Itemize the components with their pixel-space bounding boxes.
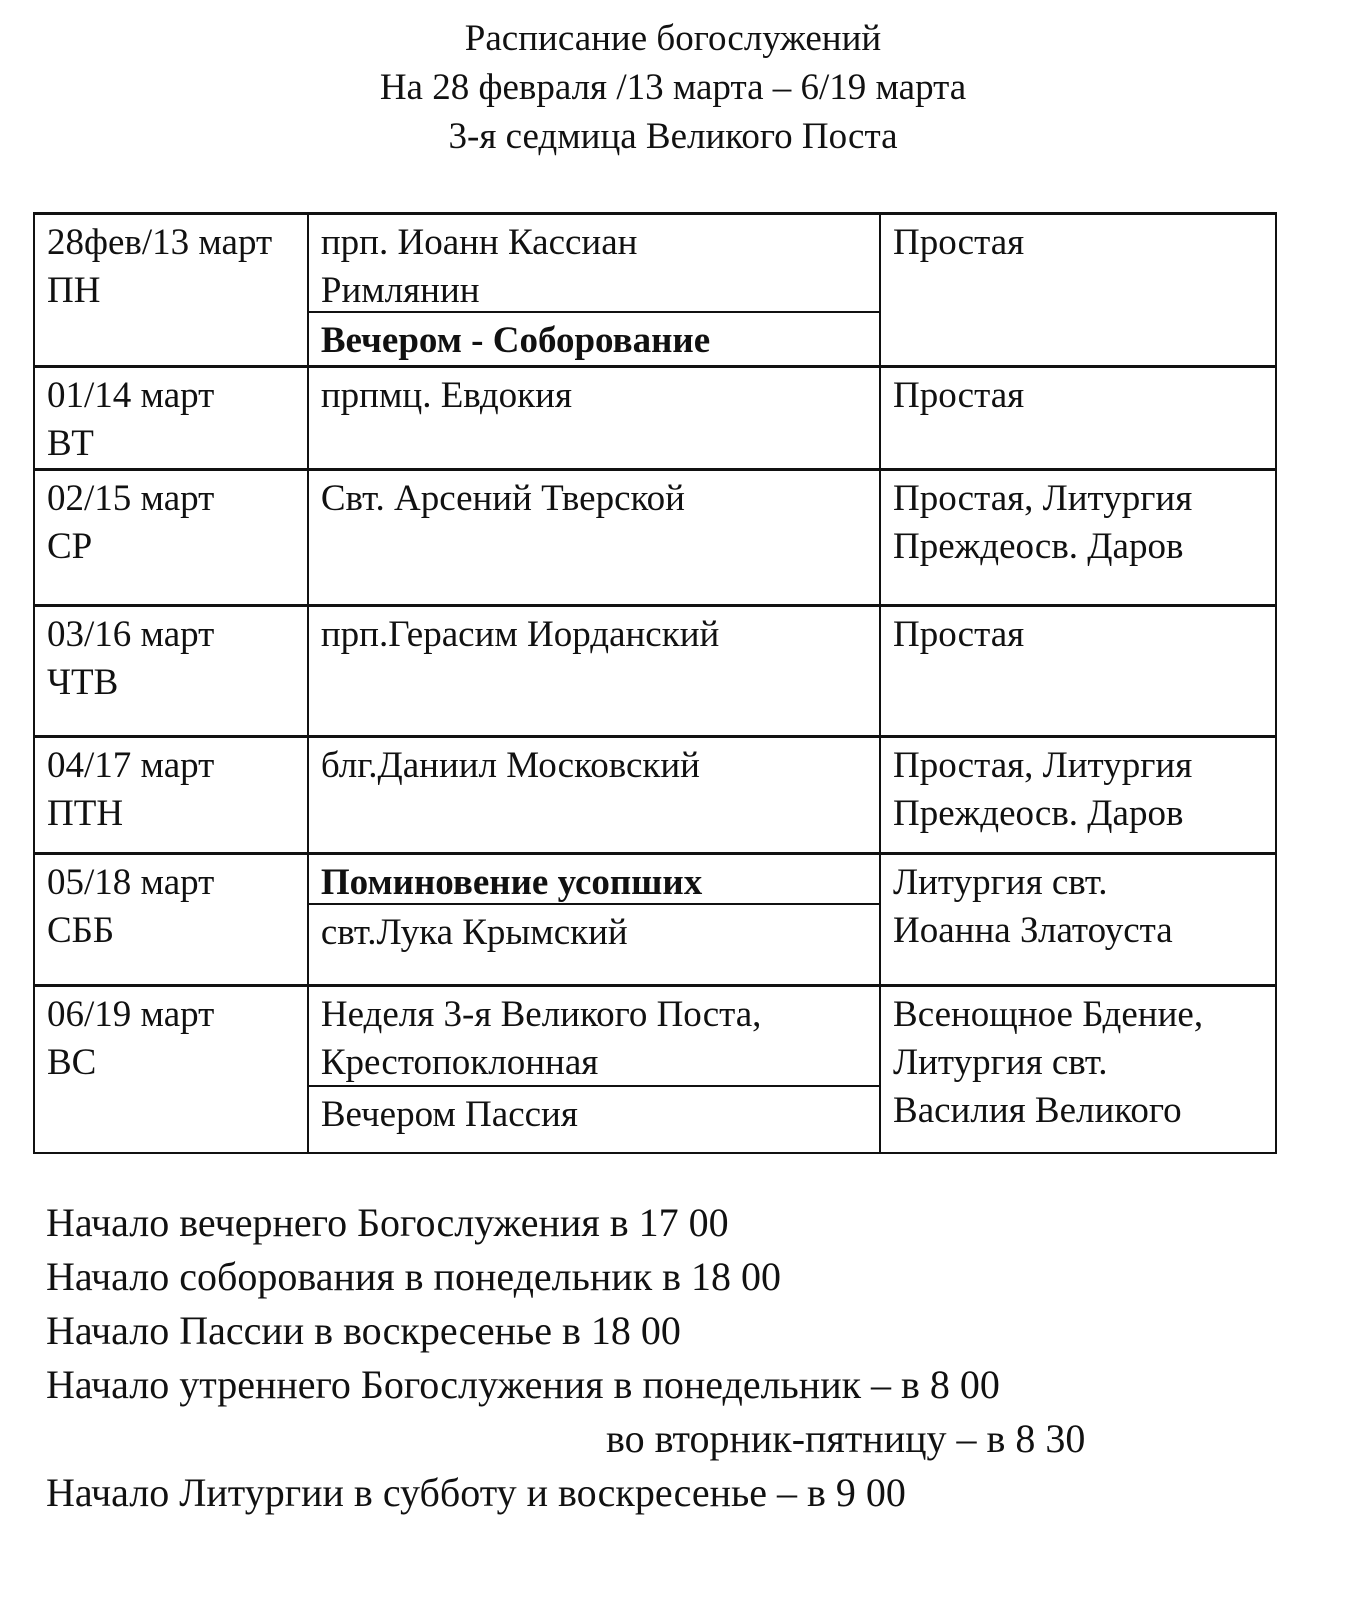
service-cell [880, 470, 1276, 606]
date: 02/15 март [47, 478, 215, 519]
note-line: Начало вечернего Богослужения в 17 00 [46, 1200, 729, 1245]
saint-cell [308, 214, 880, 367]
saint-cell [308, 854, 880, 986]
date: 06/19 март [47, 994, 215, 1035]
date: 28фев/13 март [47, 222, 273, 263]
saint-name: Неделя 3-я Великого Поста, [320, 994, 762, 1035]
service-cell [880, 214, 1276, 367]
date: 03/16 март [47, 614, 215, 655]
weekday: СР [47, 526, 93, 567]
service-type: Преждеосв. Даров [893, 526, 1184, 567]
date-cell [34, 854, 308, 986]
saint-name: прп. Иоанн Кассиан [320, 222, 638, 263]
saint-cell [308, 986, 880, 1153]
service-type: Василия Великого [893, 1090, 1182, 1131]
table-row [34, 214, 1276, 367]
service-cell [880, 986, 1276, 1153]
weekday: ПН [47, 270, 101, 311]
page-title: Расписание богослужений [464, 18, 882, 59]
note-line: Начало утреннего Богослужения в понедельник – в 8 00 [46, 1362, 1000, 1407]
service-cell [880, 737, 1276, 854]
note-line: во вторник-пятницу – в 8 30 [606, 1416, 1086, 1461]
note-line: Начало соборования в понедельник в 18 00 [46, 1254, 782, 1299]
date-cell [34, 470, 308, 606]
table-row [34, 470, 1276, 606]
service-type: Всенощное Бдение, [893, 994, 1204, 1035]
saint-name: Крестопоклонная [320, 1042, 599, 1083]
saint-name: блг.Даниил Московский [320, 745, 700, 786]
saint-name: свт.Лука Крымский [309, 903, 879, 957]
date-cell [34, 606, 308, 737]
evening-note: Вечером - Соборование [309, 311, 879, 365]
saint-cell [308, 737, 880, 854]
service-type: Простая [893, 222, 1025, 263]
weekday: СББ [47, 910, 115, 951]
table-row [34, 367, 1276, 470]
weekday: ВТ [47, 423, 94, 464]
date-cell [34, 214, 308, 367]
schedule-header [0, 14, 1346, 161]
date: 05/18 март [47, 862, 215, 903]
service-type: Простая [893, 375, 1025, 416]
service-cell [880, 606, 1276, 737]
service-type: Простая, Литургия [893, 745, 1193, 786]
date-cell [34, 367, 308, 470]
commemoration: Поминовение усопших [320, 862, 703, 903]
table-row [34, 737, 1276, 854]
service-times [46, 1196, 1085, 1520]
table-row [34, 606, 1276, 737]
service-cell [880, 367, 1276, 470]
date-cell [34, 737, 308, 854]
note-line: Начало Пассии в воскресенье в 18 00 [46, 1308, 681, 1353]
table-row [34, 986, 1276, 1153]
weekday: ПТН [47, 793, 124, 834]
service-type: Простая [893, 614, 1025, 655]
weekday: ЧТВ [47, 662, 119, 703]
date-range: На 28 февраля /13 марта – 6/19 марта [379, 67, 967, 108]
saint-name: прпмц. Евдокия [320, 375, 572, 416]
saint-cell [308, 367, 880, 470]
week-title: 3-я седмица Великого Поста [448, 116, 898, 157]
service-cell [880, 854, 1276, 986]
date-cell [34, 986, 308, 1153]
weekday: ВС [47, 1042, 97, 1083]
service-type: Литургия свт. [893, 862, 1108, 903]
saint-name: Свт. Арсений Тверской [320, 478, 685, 519]
saint-name: Римлянин [320, 270, 480, 311]
service-type: Преждеосв. Даров [893, 793, 1184, 834]
date: 01/14 март [47, 375, 215, 416]
saint-cell [308, 470, 880, 606]
service-type: Простая, Литургия [893, 478, 1193, 519]
evening-note: Вечером Пассия [309, 1085, 879, 1139]
schedule-table [33, 212, 1277, 1154]
saint-cell [308, 606, 880, 737]
note-line: Начало Литургии в субботу и воскресенье – в 9 00 [46, 1470, 906, 1515]
service-type: Иоанна Златоуста [893, 910, 1173, 951]
service-type: Литургия свт. [893, 1042, 1108, 1083]
table-row [34, 854, 1276, 986]
date: 04/17 март [47, 745, 215, 786]
saint-name: прп.Герасим Иорданский [320, 614, 720, 655]
